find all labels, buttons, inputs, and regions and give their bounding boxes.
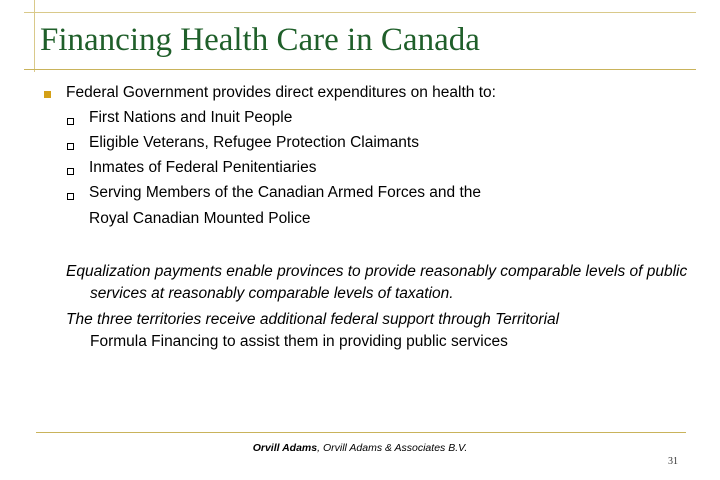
sub-bullet-4: Serving Members of the Canadian Armed Forces and the xyxy=(89,184,482,201)
territories-paragraph xyxy=(66,309,676,353)
footer-divider xyxy=(36,432,686,433)
checkbox-bullet-icon xyxy=(67,168,74,175)
checkbox-bullet-icon xyxy=(67,193,74,200)
footer-author: Orvill Adams xyxy=(252,442,318,454)
footer-credit xyxy=(0,442,720,454)
territories-paragraph-line1: The three territories receive additional federal support through Territorial xyxy=(66,311,560,328)
frame-top-line xyxy=(24,12,696,13)
square-bullet-icon xyxy=(44,91,51,98)
sub-bullet-1: First Nations and Inuit People xyxy=(89,109,293,126)
frame-left-line xyxy=(34,0,35,72)
checkbox-bullet-icon xyxy=(67,143,74,150)
checkbox-bullet-icon xyxy=(67,118,74,125)
footer-company: , Orvill Adams & Associates B.V. xyxy=(317,442,468,454)
territories-paragraph-line2: Formula Financing to assist them in providing public services xyxy=(90,333,508,350)
title-divider xyxy=(24,69,696,70)
sub-bullet-3: Inmates of Federal Penitentiaries xyxy=(89,159,317,176)
sub-bullet-4-continuation: Royal Canadian Mounted Police xyxy=(89,210,311,227)
page-number: 31 xyxy=(668,456,678,467)
main-bullet-text: Federal Government provides direct expenditures on health to: xyxy=(66,84,496,101)
sub-bullet-2: Eligible Veterans, Refugee Protection Claimants xyxy=(89,134,419,151)
equalization-paragraph: Equalization payments enable provinces to provide reasonably comparable levels of public services at reasonably comparable levels of taxation. xyxy=(66,263,688,302)
slide-title: Financing Health Care in Canada xyxy=(40,22,480,58)
